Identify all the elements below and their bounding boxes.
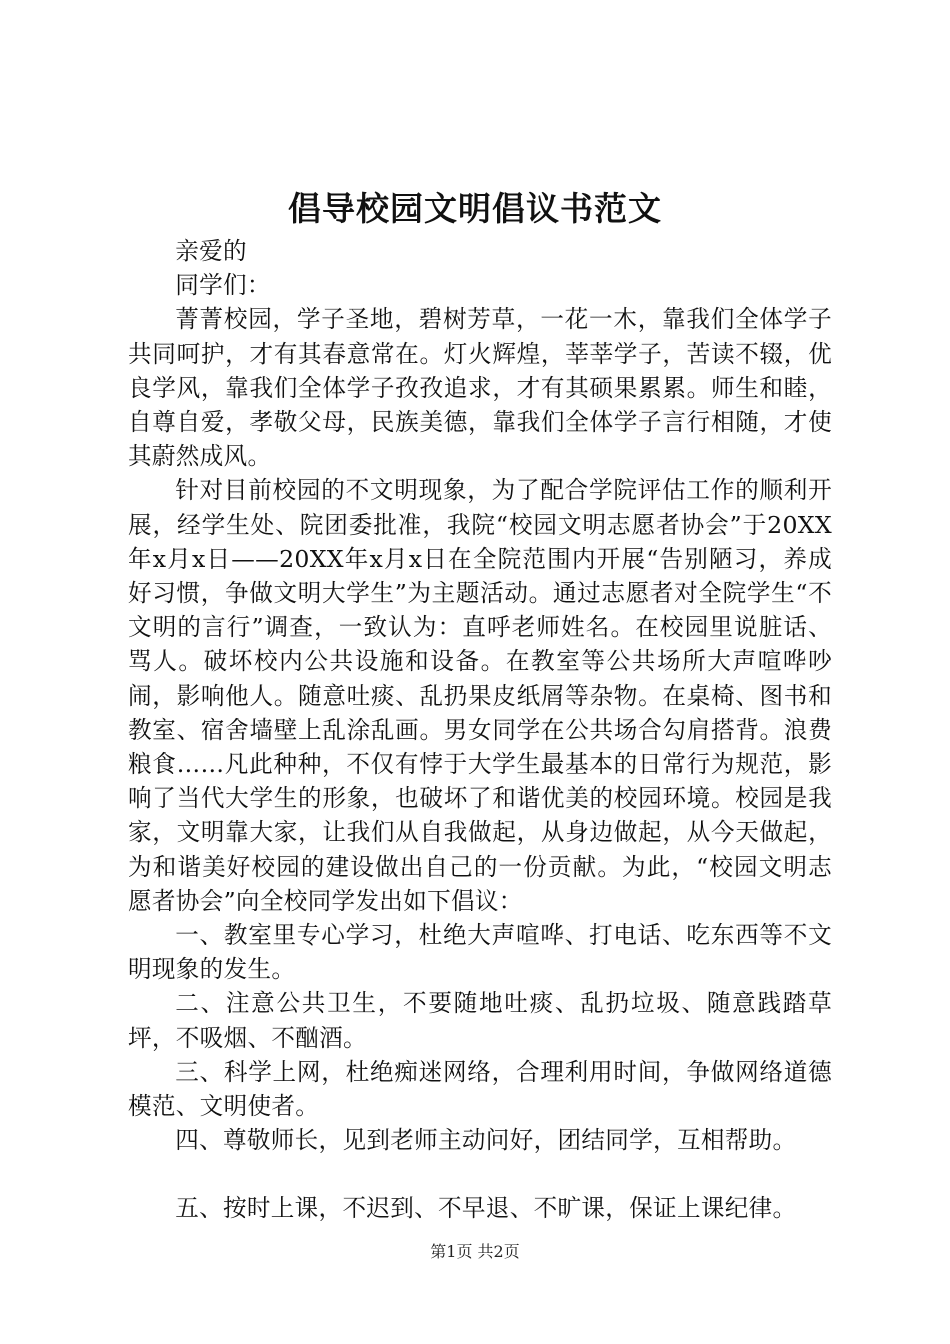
salutation-line-1: 亲爱的 — [175, 237, 247, 265]
proposal-item-1: 一、教室里专心学习，杜绝大声喧哗、打电话、吃东西等不文明现象的发生。 — [128, 921, 832, 984]
proposal-item-3: 三、科学上网，杜绝痴迷网络，合理利用时间，争做网络道德模范、文明使者。 — [128, 1057, 832, 1121]
document-title: 倡导校园文明倡议书范文 — [288, 189, 662, 228]
proposal-item-2: 二、注意公共卫生，不要随地吐痰、乱扔垃圾、随意践踏草坪，不吸烟、不酗酒。 — [128, 989, 832, 1052]
document-body — [128, 234, 832, 1226]
paragraph-intro: 菁菁校园，学子圣地，碧树芳草，一花一木，靠我们全体学子共同呵护，才有其春意常在。灯火辉煌，莘莘学子，苦读不辍，优良学风，靠我们全体学子孜孜追求，才有其硕果累累。师生和睦，自尊自爱，孝敬父母，民族美德，靠我们全体学子言行相随，才使其蔚然成风。 — [128, 305, 832, 471]
proposal-item-4: 四、尊敬师长，见到老师主动问好，团结同学，互相帮助。 — [175, 1126, 797, 1155]
proposal-item-5: 五、按时上课，不迟到、不早退、不旷课，保证上课纪律。 — [175, 1194, 797, 1223]
paragraph-background: 针对目前校园的不文明现象，为了配合学院评估工作的顺利开展，经学生处、院团委批准，我院“校园文明志愿者协会”于20XX年x月x日——20XX年x月x日在全院范围内开展“告别陋习，养成好习惯，争做文明大学生”为主题活动。通过志愿者对全院学生“不文明的言行”调查，一致认为：直呼老师姓名。在校园里说脏话、骂人。破坏校内公共设施和设备。在教室等公共场所大声喧哗吵闹，影响他人。随意吐痰、乱扔果皮纸屑等杂物。在桌椅、图书和教室、宿舍墙壁上乱涂乱画。男女同学在公共场合勾肩搭背。浪费粮食……凡此种种，不仅有悖于大学生最基本的日常行为规范，影响了当代大学生的形象，也破坏了和谐优美的校园环境。校园是我家，文明靠大家，让我们从自我做起，从身边做起，从今天做起，为和谐美好校园的建设做出自己的一份贡献。为此，“校园文明志愿者协会”向全校同学发出如下倡议： — [128, 476, 832, 915]
salutation-line-2: 同学们： — [175, 271, 271, 300]
page-number-footer: 第1页 共2页 — [430, 1242, 520, 1261]
